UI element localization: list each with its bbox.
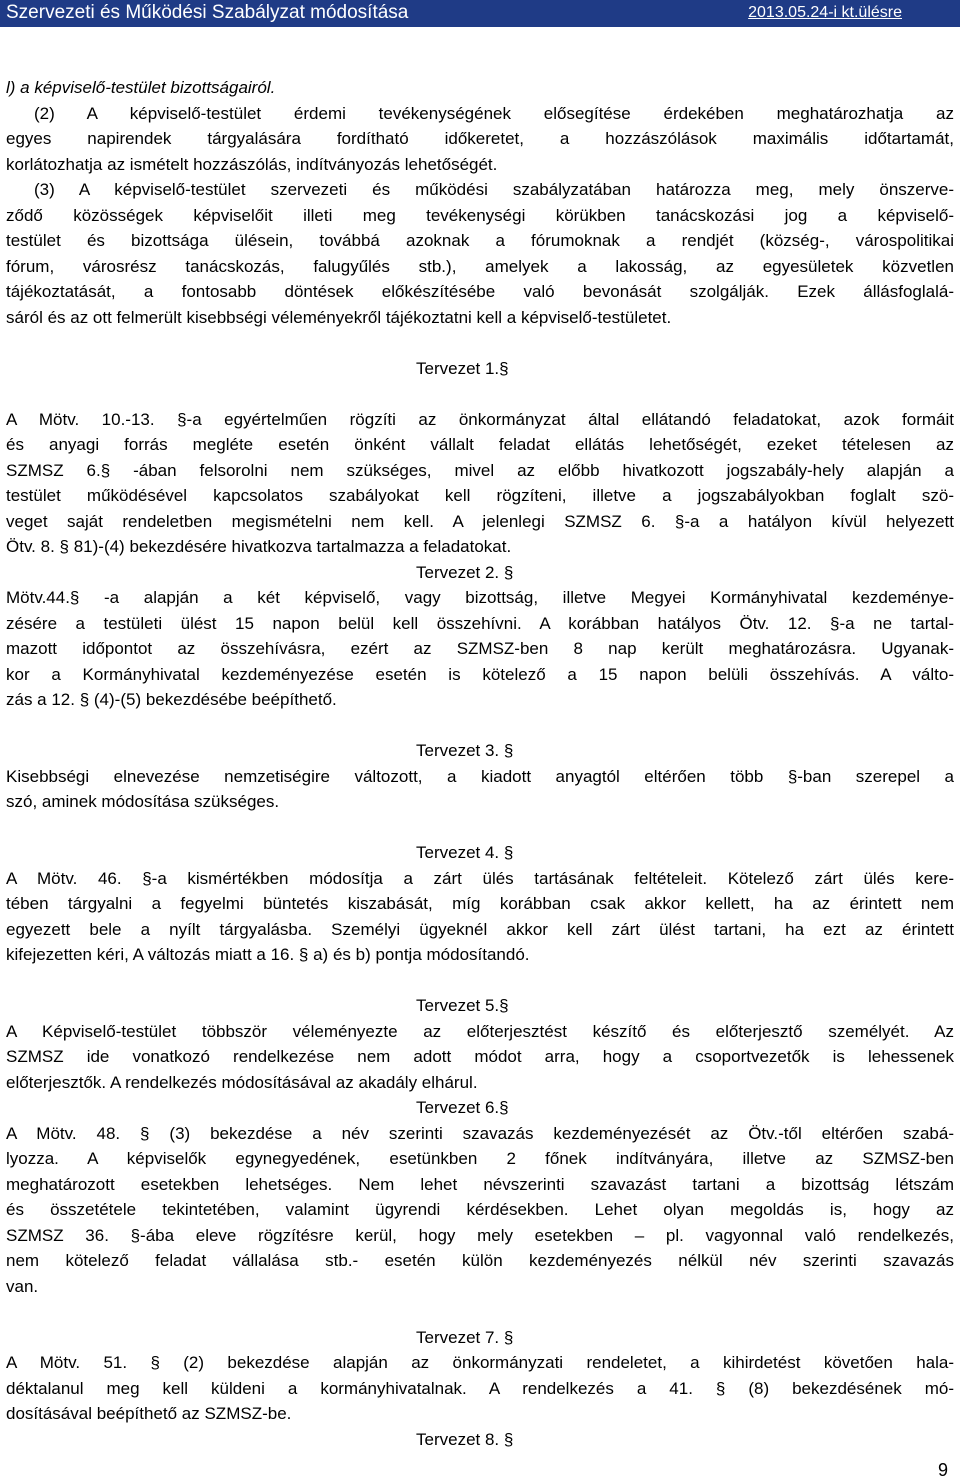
text-line: kifejezetten kéri, A változás miatt a 16. § a) és b) pontja módosítandó. — [6, 945, 530, 964]
text-line: déktalanul meg kell küldeni a kormányhivatalnak. A rendelkezés a 41. § (8) bekezdésének mó- — [6, 1378, 954, 1398]
text-line: nem kötelező feladat vállalása stb.- esetén külön kezdeményezés nélkül név szerinti szavazás — [6, 1251, 954, 1270]
text-line: korlátozhatja az ismételt hozzászólás, indítványozás lehetőségét. — [6, 154, 498, 174]
text-line: meghatározott esetekben lehetséges. Nem lehet névszerinti szavazást tartani a bizottság létszám — [6, 1174, 954, 1194]
text-line: A Mötv. 51. § (2) bekezdése alapján az önkormányzati rendeletet, a kihirdetést követően hala- — [6, 1353, 954, 1372]
text-line: fórum, városrész tanácskozás, falugyűlés stb.), amelyek a lakosság, az egyesületek közvetlen — [6, 256, 954, 276]
page-header — [0, 0, 960, 27]
text-line: SZMSZ ide vonatkozó rendelkezése nem adott módot arra, hogy a csoportvezetők is lehessenek — [6, 1047, 954, 1066]
text-line: dosításával beépíthető az SZMSZ-be. — [6, 1404, 292, 1423]
text-line: tében tárgyalni a fegyelmi büntetés kiszabását, míg korábban csak akkor kellett, ha az érintett nem — [6, 894, 954, 913]
meeting-date: 2013.05.24-i kt.ülésre — [748, 4, 902, 21]
section-heading: Tervezet 4. § — [416, 843, 514, 862]
document-title: Szervezeti és Működési Szabályzat módosítása — [6, 2, 409, 23]
text-line: A Mötv. 48. § (3) bekezdése a név szerinti szavazás kezdeményezését az Ötv.-től eltérően szabá- — [6, 1123, 954, 1143]
section-heading: Tervezet 7. § — [416, 1327, 514, 1347]
section-heading: Tervezet 5.§ — [416, 996, 509, 1015]
text-line: veget saját rendeletben megismételni nem kell. A jelenlegi SZMSZ 6. §-a a hatályon kívül helyezett — [6, 511, 954, 531]
text-line: és összetétele tekintetében, valamint ügyrendi kérdésekben. Lehet olyan megoldás is, hogy az — [6, 1200, 954, 1219]
section-heading: Tervezet 2. § — [416, 562, 514, 582]
text-line: A Képviselő-testület többször véleményezte az előterjesztést készítő és előterjesztő személyét. Az — [6, 1021, 954, 1041]
text-line: egyezett bele a nyílt tárgyalásba. Személyi ügyeknél akkor kell zárt ülést tartani, ha ezt az érintett — [6, 919, 954, 939]
page-number: 9 — [937, 1460, 948, 1480]
text-line: (2) A képviselő-testület érdemi tevékenységének elősegítése érdekében meghatározhatja az — [34, 103, 954, 123]
section-heading: Tervezet 1.§ — [416, 358, 509, 378]
text-line: lyozza. A képviselők egynegyedének, esetünkben 2 főnek indítványára, illetve az SZMSZ-ben — [6, 1149, 954, 1168]
text-line: SZMSZ 36. §-ába eleve rögzítésre kerül, hogy mely esetekben – pl. vagyonnal való rendelkezés, — [6, 1225, 954, 1245]
text-line: A Mötv. 46. §-a kismértékben módosítja a zárt ülés tartásának feltételeit. Kötelező zárt ülés kere- — [6, 868, 954, 888]
text-line: Ötv. 8. § 81)-(4) bekezdésére hivatkozva tartalmazza a feladatokat. — [6, 537, 512, 556]
text-line: testület működésével kapcsolatos szabályokat kell rögzíteni, illetve a jogszabályokban foglalt szö- — [6, 486, 954, 505]
text-line: zás a 12. § (4)-(5) bekezdésébe beépíthető. — [6, 690, 337, 709]
text-line: SZMSZ 6.§ -ában felsorolni nem szükséges, mivel az előbb hivatkozott jogszabály-hely alapján a — [6, 460, 954, 480]
text-line: egyes napirendek tárgyalására fordítható időkeretet, a hozzászólások maximális időtartamát, — [6, 129, 954, 148]
text-line: (3) A képviselő-testület szervezeti és működési szabályzatában határozza meg, mely önszerve- — [34, 180, 954, 199]
text-line: ződő közösségek képviselőit illeti meg tevékenységi körükben tanácskozási jog a képviselő- — [6, 205, 954, 225]
text-line: van. — [6, 1276, 39, 1296]
text-line: és anyagi forrás megléte esetén önként vállalt feladat ellátás lehetőségét, ezeket tételesen az — [6, 435, 954, 454]
section-heading: Tervezet 8. § — [416, 1429, 514, 1449]
section-heading: Tervezet 6.§ — [416, 1098, 509, 1117]
text-line: tájékoztatását, a fontosabb döntések előkészítésébe való bevonását szolgálják. Ezek állásfoglalá- — [6, 282, 954, 301]
text-line: mazott időpontot az összehívásra, ezért az SZMSZ-ben 8 nap került meghatározásra. Ugyanak- — [6, 639, 954, 658]
text-line: sáról és az ott felmerült kisebbségi véleményekről tájékoztatni kell a képviselő-testületet. — [6, 307, 672, 327]
text-line: szó, aminek módosítása szükséges. — [6, 792, 280, 811]
text-line: testület és bizottsága ülésein, továbbá azoknak a fórumoknak a rendjét (község-, várospolitikai — [6, 231, 954, 250]
text-line: előterjesztők. A rendelkezés módosításával az akadály elhárul. — [6, 1072, 478, 1092]
text-line: Kisebbségi elnevezése nemzetiségire változott, a kiadott anyagtól eltérően több §-ban szerepel a — [6, 766, 954, 786]
text-line: l) a képviselő-testület bizottságairól. — [6, 78, 276, 97]
document-body — [6, 75, 954, 1452]
text-line: A Mötv. 10.-13. §-a egyértelműen rögzíti az önkormányzat által ellátandó feladatokat, azok formáit — [6, 409, 954, 429]
text-line: zésére a testületi ülést 15 napon belül kell összehívni. A korábban hatályos Ötv. 12. §-a ne tartal- — [6, 613, 954, 633]
text-line: kor a Kormányhivatal kezdeményezése esetén is kötelező a 15 napon belüli összehívás. A válto- — [6, 664, 954, 684]
text-line: Mötv.44.§ -a alapján a két képviselő, vagy bizottság, illetve Megyei Kormányhivatal kezdeménye- — [6, 588, 954, 607]
section-heading: Tervezet 3. § — [416, 741, 514, 760]
